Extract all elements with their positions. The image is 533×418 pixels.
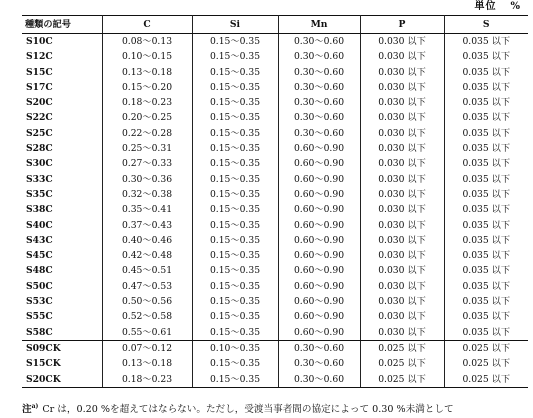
value-cell: 0.60～0.90 [278,172,360,187]
grade-cell: S50C [22,279,102,294]
value-cell: 0.60～0.90 [278,279,360,294]
table-row [22,372,528,388]
table-row [22,202,528,217]
value-cell: 0.035 以下 [462,81,511,93]
value-cell: 0.10～0.35 [192,340,278,356]
value-cell: 0.40～0.46 [102,233,192,248]
table-row [22,218,528,233]
value-cell: 0.030 以下 [360,309,444,324]
grade-cell: S09CK [22,340,102,356]
value-cell: 0.60～0.90 [278,248,360,263]
value-cell: 0.10～0.15 [102,49,192,64]
value-cell: 0.15～0.35 [192,34,278,50]
value-cell: 0.37～0.43 [102,218,192,233]
table-body-case-hardening [22,340,528,387]
table-row [22,156,528,171]
value-cell: 0.30～0.60 [278,80,360,95]
value-cell: 0.035 以下 [462,234,511,246]
value-cell: 0.15～0.35 [192,65,278,80]
value-cell: 0.035 以下 [462,112,511,124]
header-s: S [444,16,528,34]
value-cell: 0.15～0.35 [192,372,278,388]
value-cell: 0.035 以下 [462,280,511,292]
value-cell: 0.27～0.33 [102,156,192,171]
grade-cell: S20C [22,95,102,110]
table-body-carbon-steel [22,34,528,341]
value-cell: 0.32～0.38 [102,187,192,202]
value-cell: 0.030 以下 [360,126,444,141]
value-cell: 0.030 以下 [360,110,444,125]
value-cell: 0.030 以下 [360,80,444,95]
grade-cell: S48C [22,263,102,278]
value-cell: 0.25～0.31 [102,141,192,156]
value-cell: 0.15～0.35 [192,172,278,187]
grade-cell: S25C [22,126,102,141]
value-cell: 0.035 以下 [462,311,511,323]
value-cell: 0.30～0.60 [278,340,360,356]
table-row [22,65,528,80]
value-cell: 0.030 以下 [360,156,444,171]
value-cell: 0.15～0.35 [192,233,278,248]
value-cell: 0.035 以下 [462,51,511,63]
footnote [22,398,532,416]
table-row [22,309,528,324]
table-row [22,279,528,294]
table-row [22,233,528,248]
value-cell: 0.60～0.90 [278,218,360,233]
table-row [22,141,528,156]
value-cell: 0.030 以下 [360,218,444,233]
value-cell: 0.30～0.60 [278,49,360,64]
header-row [22,16,528,34]
header-c: C [102,16,192,34]
value-cell: 0.025 以下 [444,340,528,356]
value-cell: 0.035 以下 [462,204,511,216]
value-cell: 0.15～0.20 [102,80,192,95]
value-cell: 0.025 以下 [462,358,511,370]
composition-table [22,15,528,388]
header-si: Si [192,16,278,34]
value-cell: 0.08～0.13 [102,34,192,50]
value-cell: 0.030 以下 [360,202,444,217]
grade-cell: S43C [22,233,102,248]
grade-cell: S38C [22,202,102,217]
unit-label [474,0,521,14]
value-cell: 0.15～0.35 [192,279,278,294]
value-cell: 0.15～0.35 [192,356,278,371]
table-row [22,110,528,125]
table-row [22,248,528,263]
grade-cell: S30C [22,156,102,171]
grade-cell: S33C [22,172,102,187]
value-cell: 0.15～0.35 [192,263,278,278]
unit-text: 単位 [474,1,497,12]
table-row [22,340,528,356]
footnote-text: Cr は，0.20 %を超えてはならない。ただし，受渡当事者間の協定によって 0.30 %未満として [42,404,454,416]
header-p: P [360,16,444,34]
grade-cell: S40C [22,218,102,233]
table-row [22,294,528,309]
header-grade: 種類の記号 [22,16,102,34]
value-cell: 0.030 以下 [360,248,444,263]
table-row [22,263,528,278]
table-row [22,126,528,141]
value-cell: 0.025 以下 [360,356,444,371]
value-cell: 0.60～0.90 [278,141,360,156]
value-cell: 0.030 以下 [360,325,444,341]
value-cell: 0.35～0.41 [102,202,192,217]
value-cell: 0.035 以下 [462,158,511,170]
value-cell: 0.30～0.60 [278,126,360,141]
value-cell: 0.15～0.35 [192,80,278,95]
value-cell: 0.030 以下 [360,279,444,294]
value-cell: 0.18～0.23 [102,95,192,110]
table-row [22,356,528,371]
value-cell: 0.30～0.60 [278,95,360,110]
value-cell: 0.60～0.90 [278,202,360,217]
value-cell: 0.52～0.58 [102,309,192,324]
value-cell: 0.035 以下 [462,296,511,308]
table-row [22,187,528,202]
value-cell: 0.42～0.48 [102,248,192,263]
value-cell: 0.035 以下 [462,250,511,262]
value-cell: 0.15～0.35 [192,309,278,324]
value-cell: 0.60～0.90 [278,294,360,309]
grade-cell: S10C [22,34,102,50]
value-cell: 0.025 以下 [444,372,528,388]
value-cell: 0.15～0.35 [192,49,278,64]
value-cell: 0.47～0.53 [102,279,192,294]
value-cell: 0.030 以下 [360,65,444,80]
value-cell: 0.60～0.90 [278,233,360,248]
value-cell: 0.035 以下 [444,325,528,341]
value-cell: 0.030 以下 [360,141,444,156]
value-cell: 0.50～0.56 [102,294,192,309]
value-cell: 0.15～0.35 [192,187,278,202]
value-cell: 0.07～0.12 [102,340,192,356]
footnote-marker: a) [31,403,39,410]
grade-cell: S12C [22,49,102,64]
grade-cell: S53C [22,294,102,309]
table-row [22,49,528,64]
value-cell: 0.15～0.35 [192,202,278,217]
value-cell: 0.025 以下 [360,340,444,356]
value-cell: 0.15～0.35 [192,141,278,156]
table-row [22,325,528,341]
value-cell: 0.13～0.18 [102,356,192,371]
value-cell: 0.30～0.60 [278,34,360,50]
grade-cell: S22C [22,110,102,125]
grade-cell: S58C [22,325,102,341]
value-cell: 0.15～0.35 [192,218,278,233]
value-cell: 0.035 以下 [462,173,511,185]
value-cell: 0.20～0.25 [102,110,192,125]
grade-cell: S28C [22,141,102,156]
value-cell: 0.15～0.35 [192,110,278,125]
value-cell: 0.30～0.60 [278,372,360,388]
value-cell: 0.13～0.18 [102,65,192,80]
grade-cell: S45C [22,248,102,263]
value-cell: 0.60～0.90 [278,156,360,171]
grade-cell: S35C [22,187,102,202]
value-cell: 0.30～0.60 [278,110,360,125]
table-row [22,95,528,110]
grade-cell: S20CK [22,372,102,388]
value-cell: 0.035 以下 [462,265,511,277]
value-cell: 0.025 以下 [360,372,444,388]
value-cell: 0.035 以下 [462,66,511,78]
value-cell: 0.035 以下 [462,143,511,155]
value-cell: 0.035 以下 [462,127,511,139]
value-cell: 0.60～0.90 [278,325,360,341]
table-row [22,172,528,187]
value-cell: 0.030 以下 [360,263,444,278]
value-cell: 0.15～0.35 [192,126,278,141]
unit-symbol: % [510,1,521,12]
value-cell: 0.60～0.90 [278,263,360,278]
value-cell: 0.15～0.35 [192,95,278,110]
table-row [22,34,528,50]
value-cell: 0.030 以下 [360,172,444,187]
table-row [22,80,528,95]
value-cell: 0.035 以下 [462,97,511,109]
header-mn: Mn [278,16,360,34]
value-cell: 0.035 以下 [462,219,511,231]
value-cell: 0.30～0.36 [102,172,192,187]
value-cell: 0.45～0.51 [102,263,192,278]
value-cell: 0.030 以下 [360,34,444,50]
value-cell: 0.60～0.90 [278,309,360,324]
grade-cell: S17C [22,80,102,95]
value-cell: 0.15～0.35 [192,325,278,341]
value-cell: 0.030 以下 [360,95,444,110]
value-cell: 0.030 以下 [360,233,444,248]
grade-cell: S55C [22,309,102,324]
grade-cell: S15CK [22,356,102,371]
footnote-label: 注 [22,404,32,416]
value-cell: 0.030 以下 [360,187,444,202]
value-cell: 0.035 以下 [462,188,511,200]
value-cell: 0.15～0.35 [192,294,278,309]
value-cell: 0.30～0.60 [278,65,360,80]
value-cell: 0.55～0.61 [102,325,192,341]
grade-cell: S15C [22,65,102,80]
value-cell: 0.22～0.28 [102,126,192,141]
value-cell: 0.15～0.35 [192,156,278,171]
value-cell: 0.15～0.35 [192,248,278,263]
value-cell: 0.030 以下 [360,49,444,64]
value-cell: 0.18～0.23 [102,372,192,388]
value-cell: 0.030 以下 [360,294,444,309]
value-cell: 0.60～0.90 [278,187,360,202]
value-cell: 0.30～0.60 [278,356,360,371]
value-cell: 0.035 以下 [462,36,511,47]
